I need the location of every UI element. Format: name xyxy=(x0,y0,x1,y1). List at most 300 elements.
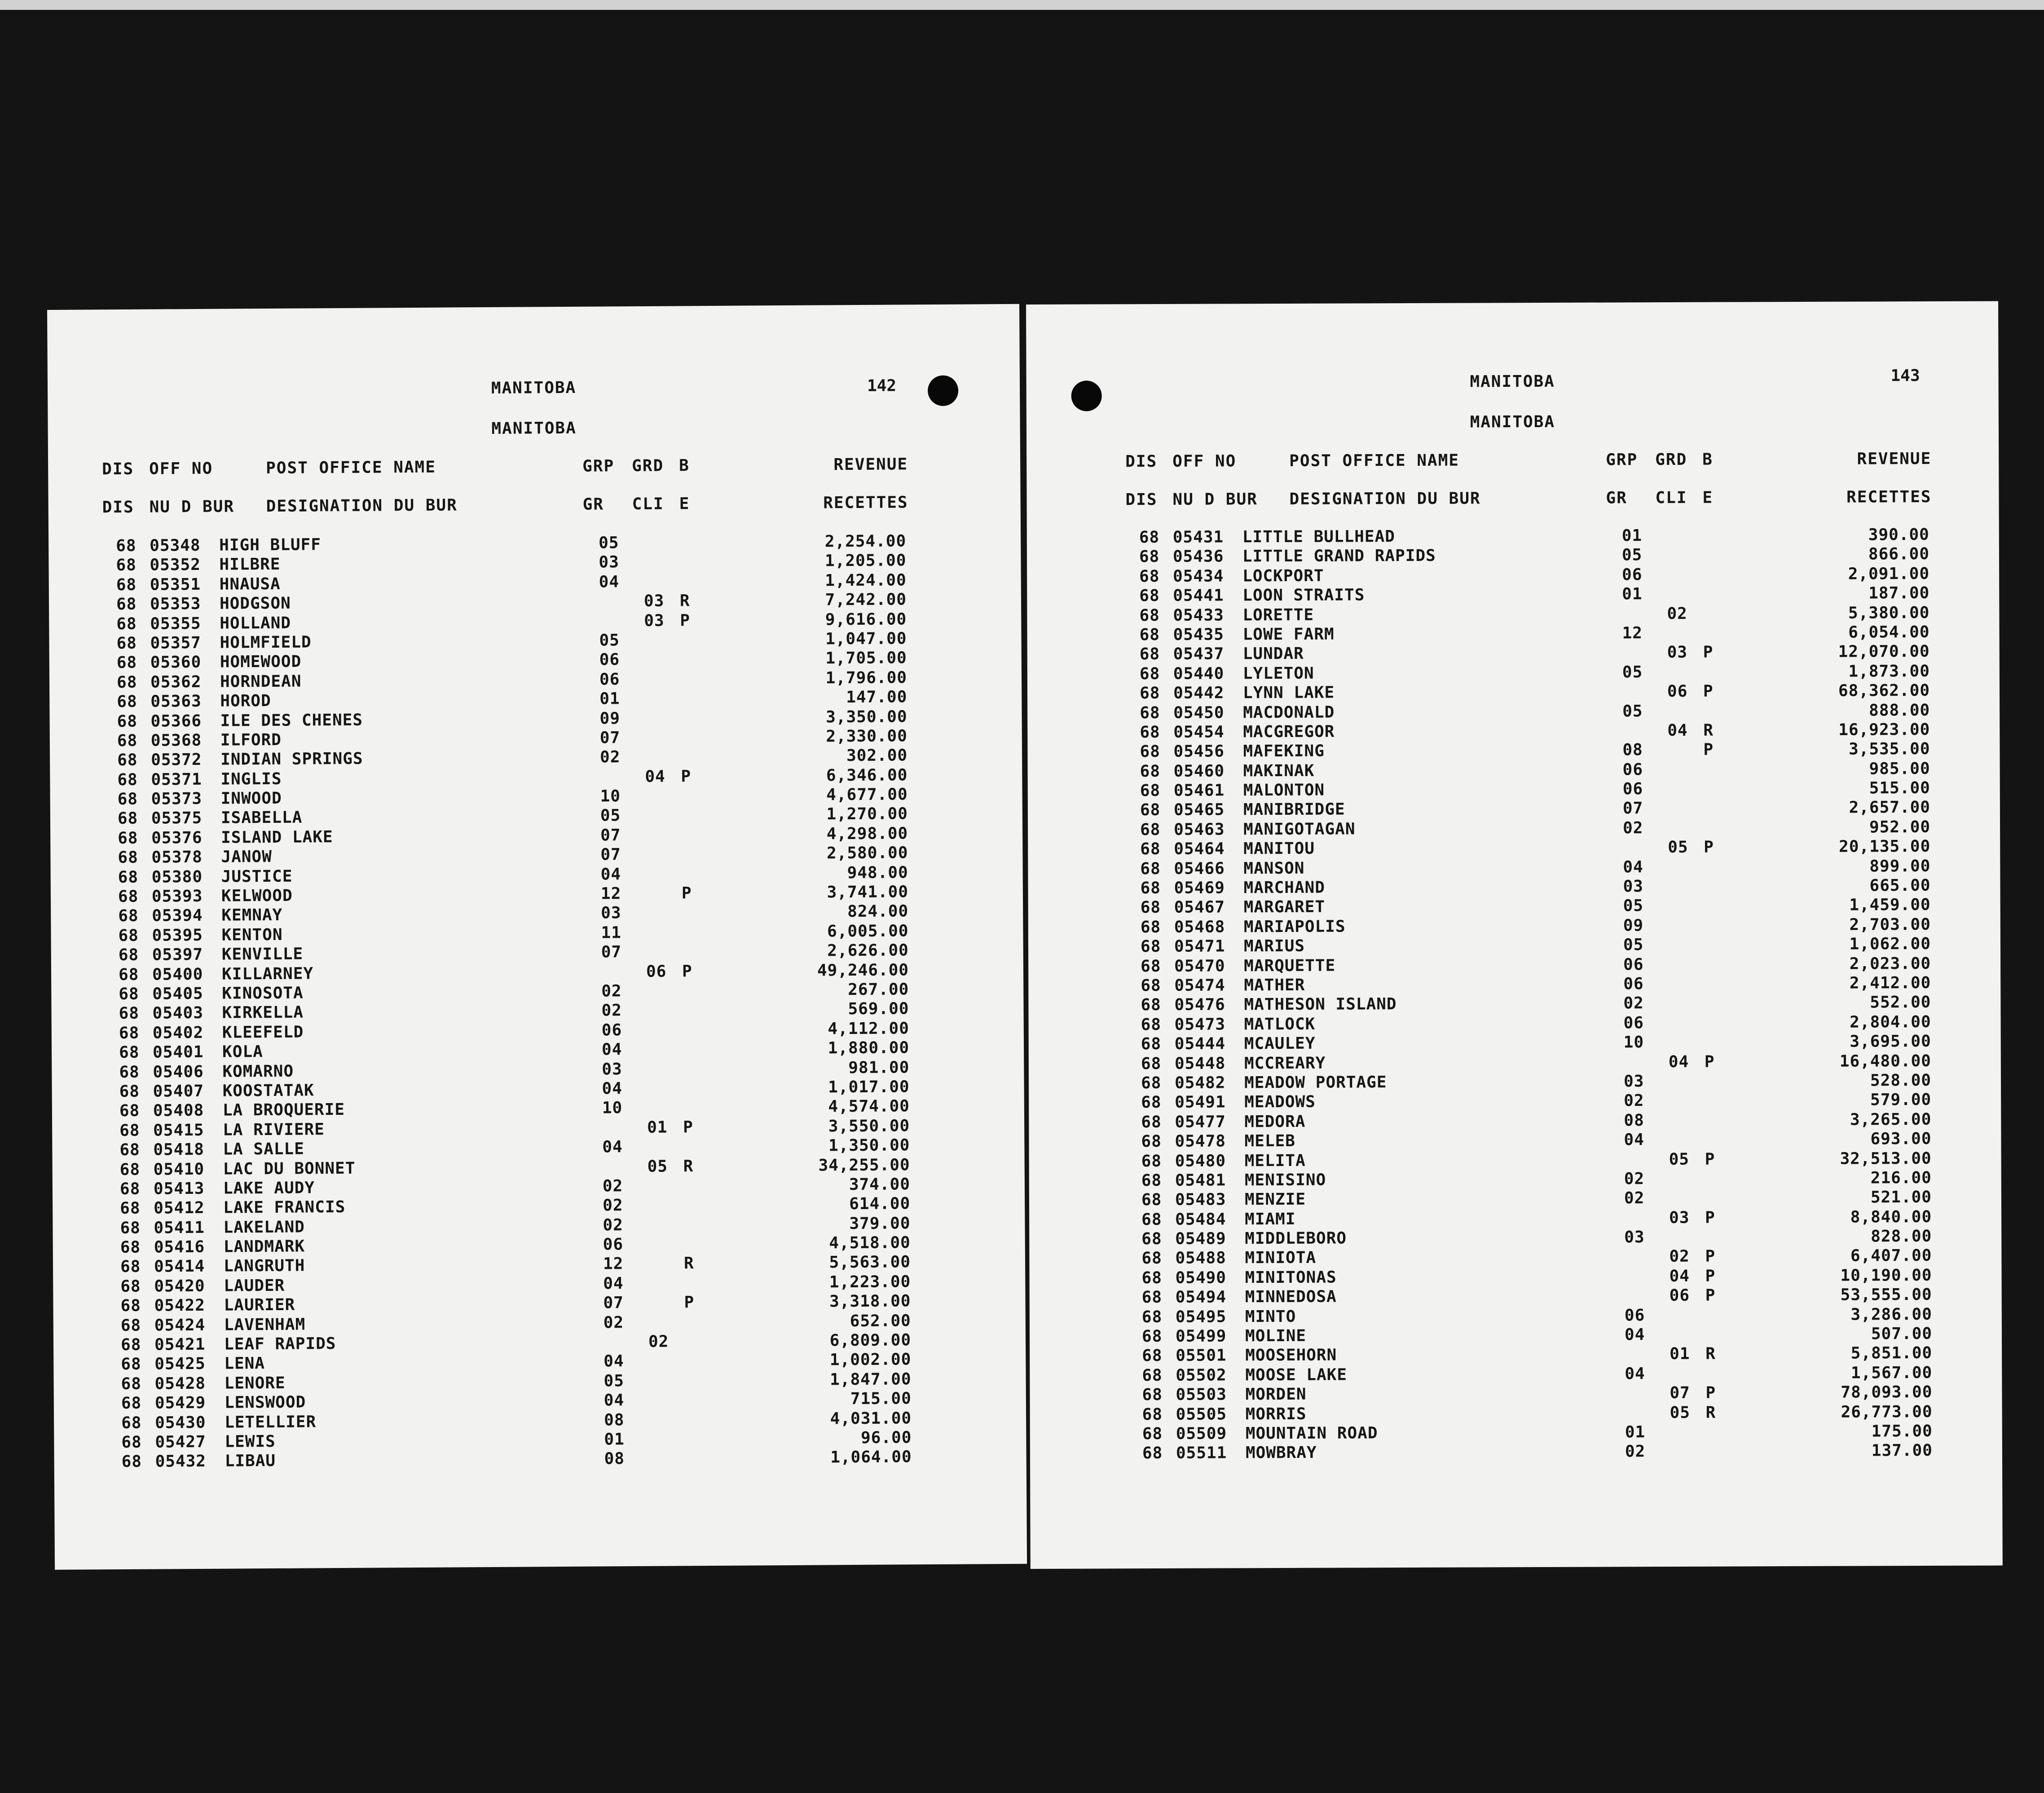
revenue-cell: 866.00 xyxy=(1868,545,1930,564)
office-name-cell: LAUDER xyxy=(224,1276,285,1295)
office-number-cell: 05371 xyxy=(151,770,202,789)
province-subtitle: MANITOBA xyxy=(1470,412,1555,432)
header-off-no: NU D BUR xyxy=(149,497,235,517)
office-number-cell: 05509 xyxy=(1176,1424,1227,1443)
group-cell: 05 xyxy=(1622,702,1643,720)
office-number-cell: 05460 xyxy=(1173,762,1225,781)
b-code-cell: P xyxy=(1704,838,1714,857)
revenue-cell: 2,330.00 xyxy=(826,727,907,746)
table-row xyxy=(1029,1207,2001,1230)
header-grd: GRD xyxy=(632,456,664,476)
district-cell: 68 xyxy=(117,712,138,731)
group-cell: 07 xyxy=(600,845,621,864)
revenue-cell: 49,246.00 xyxy=(817,960,909,980)
district-cell: 68 xyxy=(119,1140,140,1160)
office-number-cell: 05402 xyxy=(152,1023,204,1042)
district-cell: 68 xyxy=(1142,1405,1163,1424)
revenue-cell: 1,205.00 xyxy=(824,551,907,570)
table-row xyxy=(1028,778,2000,801)
revenue-cell: 267.00 xyxy=(848,980,909,999)
province-title: MANITOBA xyxy=(1470,372,1555,391)
office-name-cell: LENA xyxy=(224,1354,265,1373)
office-name-cell: KENTON xyxy=(221,925,283,945)
group-cell: 04 xyxy=(604,1352,624,1371)
table-row xyxy=(1030,1304,2002,1327)
group-cell: 02 xyxy=(603,1215,623,1235)
office-number-cell: 05499 xyxy=(1175,1327,1227,1346)
header-revenue: REVENUE xyxy=(833,455,908,474)
b-code-cell: P xyxy=(1703,682,1714,701)
table-row xyxy=(1028,856,2000,879)
b-code-cell: P xyxy=(680,611,691,630)
table-row xyxy=(1028,914,2000,937)
b-code-cell: P xyxy=(1703,740,1714,760)
office-number-cell: 05454 xyxy=(1173,723,1225,742)
revenue-cell: 715.00 xyxy=(850,1389,912,1409)
district-cell: 68 xyxy=(120,1258,141,1276)
district-cell: 68 xyxy=(1139,567,1160,586)
office-name-cell: LA BROQUERIE xyxy=(222,1100,345,1120)
revenue-cell: 528.00 xyxy=(1870,1071,1932,1090)
office-name-cell: INWOOD xyxy=(220,789,282,808)
group-cell: 04 xyxy=(1623,857,1643,877)
district-cell: 68 xyxy=(1140,859,1161,878)
b-code-cell: P xyxy=(681,767,692,786)
district-cell: 68 xyxy=(1142,1347,1163,1365)
office-name-cell: LENSWOOD xyxy=(224,1393,306,1412)
office-number-cell: 05395 xyxy=(152,926,203,945)
office-number-cell: 05471 xyxy=(1174,937,1225,956)
group-cell: 02 xyxy=(603,1196,623,1215)
district-cell: 68 xyxy=(1141,1230,1162,1249)
group-cell: 06 xyxy=(1623,955,1644,974)
revenue-cell: 9,616.00 xyxy=(825,609,907,629)
group-cell: 02 xyxy=(1624,1091,1644,1110)
district-cell: 68 xyxy=(1141,996,1161,1015)
group-cell: 03 xyxy=(601,904,621,923)
revenue-cell: 652.00 xyxy=(850,1311,911,1330)
district-cell: 68 xyxy=(119,1024,140,1042)
revenue-cell: 3,550.00 xyxy=(828,1117,910,1136)
group-cell: 02 xyxy=(1624,1189,1645,1208)
district-cell: 68 xyxy=(116,634,137,653)
b-code-cell: R xyxy=(683,1254,694,1273)
header-off-no: OFF NO xyxy=(1172,452,1237,471)
office-name-cell: MORDEN xyxy=(1245,1385,1307,1404)
revenue-cell: 20,135.00 xyxy=(1839,837,1931,856)
office-name-cell: HILBRE xyxy=(219,555,281,574)
office-name-cell: MOWBRAY xyxy=(1245,1444,1317,1462)
office-name-cell: MAKINAK xyxy=(1243,761,1315,781)
group-cell: 05 xyxy=(1623,936,1644,954)
b-code-cell: P xyxy=(1705,1208,1715,1227)
header-grp: GR xyxy=(582,495,604,514)
office-number-cell: 05415 xyxy=(153,1121,204,1140)
grade-cell: 06 xyxy=(646,962,667,981)
office-name-cell: KLEEFELD xyxy=(222,1023,304,1042)
office-number-cell: 05450 xyxy=(1173,703,1225,722)
revenue-cell: 8,840.00 xyxy=(1850,1207,1932,1227)
office-number-cell: 05414 xyxy=(154,1257,205,1276)
district-cell: 68 xyxy=(119,1063,140,1082)
grade-cell: 04 xyxy=(645,767,665,786)
office-name-cell: HODGSON xyxy=(219,594,291,613)
district-cell: 68 xyxy=(1141,1191,1162,1210)
district-cell: 68 xyxy=(116,575,137,594)
group-cell: 10 xyxy=(1623,1033,1644,1052)
office-name-cell: MARCHAND xyxy=(1243,878,1325,897)
grade-cell: 05 xyxy=(1668,838,1688,857)
revenue-cell: 32,513.00 xyxy=(1840,1149,1932,1168)
grade-cell: 05 xyxy=(1670,1403,1691,1422)
office-name-cell: LOON STRAITS xyxy=(1242,586,1365,605)
office-number-cell: 05416 xyxy=(154,1237,205,1257)
group-cell: 07 xyxy=(601,943,622,962)
revenue-cell: 2,580.00 xyxy=(826,844,908,863)
office-name-cell: LANGRUTH xyxy=(223,1256,305,1276)
table-row xyxy=(1027,739,2000,762)
district-cell: 68 xyxy=(1141,957,1161,976)
office-number-cell: 05505 xyxy=(1176,1405,1227,1424)
office-name-cell: LAKE AUDY xyxy=(223,1179,315,1198)
header-name: DESIGNATION DU BUR xyxy=(1289,489,1481,508)
group-cell: 03 xyxy=(602,1060,622,1079)
district-cell: 68 xyxy=(1141,976,1161,995)
table-row xyxy=(1030,1343,2002,1366)
revenue-cell: 828.00 xyxy=(1871,1227,1932,1246)
office-number-cell: 05469 xyxy=(1174,879,1225,897)
district-cell: 68 xyxy=(1141,1210,1162,1229)
revenue-cell: 981.00 xyxy=(848,1058,910,1077)
table-row xyxy=(1028,875,2000,898)
office-name-cell: MINIOTA xyxy=(1245,1249,1317,1267)
revenue-cell: 4,031.00 xyxy=(830,1409,912,1428)
header-grp: GRP xyxy=(1606,450,1638,469)
office-name-cell: MINNEDOSA xyxy=(1245,1287,1337,1307)
office-name-cell: MANIBRIDGE xyxy=(1243,800,1345,819)
revenue-cell: 16,480.00 xyxy=(1839,1051,1931,1071)
group-cell: 05 xyxy=(600,806,621,825)
office-name-cell: HOMEWOOD xyxy=(220,652,302,672)
district-cell: 68 xyxy=(1139,625,1160,645)
table-row xyxy=(1030,1421,2002,1444)
table-row xyxy=(1028,934,2000,957)
group-cell: 02 xyxy=(1625,1442,1646,1461)
office-number-cell: 05467 xyxy=(1174,898,1225,917)
revenue-cell: 824.00 xyxy=(847,902,909,921)
group-cell: 06 xyxy=(1622,760,1643,779)
group-cell: 06 xyxy=(603,1235,624,1254)
table-row xyxy=(1027,525,1999,548)
district-cell: 68 xyxy=(119,1102,140,1121)
revenue-cell: 1,873.00 xyxy=(1848,662,1930,681)
office-name-cell: LITTLE GRAND RAPIDS xyxy=(1242,547,1436,566)
office-number-cell: 05429 xyxy=(154,1394,206,1413)
office-name-cell: MEADOW PORTAGE xyxy=(1244,1073,1387,1092)
group-cell: 07 xyxy=(600,826,621,845)
revenue-cell: 1,270.00 xyxy=(826,804,908,824)
revenue-cell: 888.00 xyxy=(1869,701,1930,720)
office-number-cell: 05375 xyxy=(151,809,203,828)
office-name-cell: LYNN LAKE xyxy=(1242,683,1335,702)
grade-cell: 02 xyxy=(648,1332,669,1351)
group-cell: 04 xyxy=(1625,1364,1645,1383)
office-table xyxy=(48,531,1026,1472)
district-cell: 68 xyxy=(1141,1132,1162,1151)
header-dis: DIS xyxy=(1125,490,1158,509)
office-number-cell: 05464 xyxy=(1174,839,1225,859)
revenue-cell: 1,847.00 xyxy=(830,1370,912,1389)
group-cell: 09 xyxy=(599,709,621,728)
revenue-cell: 2,804.00 xyxy=(1850,1012,1931,1032)
office-name-cell: MARGARET xyxy=(1243,898,1326,917)
office-name-cell: LITTLE BULLHEAD xyxy=(1242,527,1395,547)
grade-cell: 05 xyxy=(647,1157,668,1176)
office-name-cell: KEMNAY xyxy=(221,906,283,925)
office-name-cell: LUNDAR xyxy=(1242,645,1304,663)
district-cell: 68 xyxy=(1141,1035,1162,1054)
revenue-cell: 4,112.00 xyxy=(828,1019,909,1038)
table-row xyxy=(1029,1246,2001,1269)
office-name-cell: MCAULEY xyxy=(1244,1034,1316,1053)
district-cell: 68 xyxy=(1140,723,1160,742)
office-number-cell: 05431 xyxy=(1172,528,1224,547)
office-number-cell: 05372 xyxy=(151,751,202,769)
district-cell: 68 xyxy=(1141,1113,1162,1131)
revenue-cell: 1,567.00 xyxy=(1850,1363,1933,1382)
table-row xyxy=(1029,1129,2001,1152)
office-number-cell: 05470 xyxy=(1174,957,1225,976)
district-cell: 68 xyxy=(1141,1152,1162,1170)
office-name-cell: LAKELAND xyxy=(223,1218,305,1237)
revenue-cell: 3,741.00 xyxy=(827,883,909,902)
group-cell: 02 xyxy=(603,1313,624,1332)
grade-cell: 03 xyxy=(1669,1208,1690,1227)
group-cell: 11 xyxy=(601,923,621,942)
office-name-cell: MOLINE xyxy=(1245,1326,1307,1346)
district-cell: 68 xyxy=(117,731,138,750)
header-revenue: REVENUE xyxy=(1857,449,1932,468)
office-name-cell: LYLETON xyxy=(1242,664,1314,683)
revenue-cell: 4,298.00 xyxy=(826,824,908,844)
header-b: B xyxy=(1702,450,1713,469)
revenue-cell: 7,242.00 xyxy=(825,590,907,609)
office-name-cell: KILLARNEY xyxy=(221,964,314,984)
office-number-cell: 05412 xyxy=(154,1199,205,1218)
group-cell: 04 xyxy=(1624,1325,1645,1344)
group-cell: 05 xyxy=(599,631,620,650)
office-name-cell: KELWOOD xyxy=(221,886,293,905)
office-number-cell: 05421 xyxy=(154,1335,206,1354)
revenue-cell: 6,346.00 xyxy=(826,766,908,785)
office-name-cell: MIAMI xyxy=(1245,1210,1296,1228)
office-name-cell: MARQUETTE xyxy=(1244,956,1336,975)
group-cell: 03 xyxy=(1624,1228,1645,1247)
office-number-cell: 05494 xyxy=(1175,1288,1227,1307)
group-cell: 10 xyxy=(600,787,621,806)
office-number-cell: 05418 xyxy=(153,1140,204,1159)
office-number-cell: 05351 xyxy=(150,575,201,594)
office-number-cell: 05468 xyxy=(1174,918,1225,936)
office-name-cell: HOLLAND xyxy=(220,614,291,633)
table-row xyxy=(1027,583,1999,606)
revenue-cell: 579.00 xyxy=(1870,1091,1932,1109)
group-cell: 10 xyxy=(602,1099,623,1117)
group-cell: 09 xyxy=(1623,916,1644,935)
office-number-cell: 05366 xyxy=(150,711,202,731)
office-name-cell: LOCKPORT xyxy=(1242,566,1324,586)
office-name-cell: ILFORD xyxy=(220,730,282,750)
office-number-cell: 05362 xyxy=(150,672,202,692)
office-name-cell: HOROD xyxy=(220,692,271,711)
revenue-cell: 6,407.00 xyxy=(1850,1246,1932,1266)
revenue-cell: 552.00 xyxy=(1870,993,1931,1012)
header-b: B xyxy=(679,456,690,475)
district-cell: 68 xyxy=(116,536,137,556)
revenue-cell: 5,380.00 xyxy=(1848,603,1930,623)
grade-cell: 02 xyxy=(1667,604,1687,623)
office-number-cell: 05480 xyxy=(1175,1151,1226,1170)
revenue-cell: 137.00 xyxy=(1871,1441,1933,1460)
b-code-cell: P xyxy=(1705,1286,1716,1305)
office-name-cell: INGLIS xyxy=(220,769,282,789)
revenue-cell: 302.00 xyxy=(846,746,908,765)
group-cell: 06 xyxy=(1624,1306,1645,1325)
revenue-cell: 2,023.00 xyxy=(1849,954,1931,973)
district-cell: 68 xyxy=(1142,1366,1163,1385)
district-cell: 68 xyxy=(117,770,138,789)
office-name-cell: MANITOU xyxy=(1243,839,1315,858)
office-name-cell: KOMARNO xyxy=(222,1062,294,1081)
office-number-cell: 05357 xyxy=(150,633,202,653)
grade-cell: 04 xyxy=(1667,721,1688,740)
office-number-cell: 05456 xyxy=(1173,742,1225,761)
group-cell: 06 xyxy=(1623,1013,1644,1033)
revenue-cell: 78,093.00 xyxy=(1841,1383,1933,1402)
group-cell: 02 xyxy=(601,982,622,1001)
office-number-cell: 05440 xyxy=(1173,664,1225,683)
office-name-cell: KENVILLE xyxy=(221,945,304,964)
group-cell: 01 xyxy=(1625,1423,1646,1442)
district-cell: 68 xyxy=(1141,1015,1162,1034)
group-cell: 01 xyxy=(599,689,620,708)
revenue-cell: 1,459.00 xyxy=(1849,896,1931,915)
office-name-cell: MCCREARY xyxy=(1244,1054,1326,1073)
office-name-cell: KOOSTATAK xyxy=(222,1081,314,1100)
office-number-cell: 05348 xyxy=(150,536,201,555)
office-name-cell: JANOW xyxy=(221,848,272,866)
header-name: POST OFFICE NAME xyxy=(1289,451,1460,470)
revenue-cell: 374.00 xyxy=(849,1175,911,1194)
office-name-cell: LOWE FARM xyxy=(1242,625,1335,644)
district-cell: 68 xyxy=(116,673,137,692)
revenue-cell: 1,705.00 xyxy=(825,649,907,668)
table-row xyxy=(1028,973,2000,996)
b-code-cell: R xyxy=(1705,1345,1716,1364)
office-number-cell: 05425 xyxy=(154,1355,206,1373)
office-number-cell: 05407 xyxy=(153,1082,204,1101)
header-dis: DIS xyxy=(102,498,134,517)
grade-cell: 07 xyxy=(1670,1384,1690,1403)
revenue-cell: 187.00 xyxy=(1868,584,1930,603)
table-row xyxy=(1029,1188,2001,1210)
district-cell: 68 xyxy=(119,1179,141,1198)
office-name-cell: HIGH BLUFF xyxy=(219,535,322,555)
office-number-cell: 05397 xyxy=(152,945,203,964)
b-code-cell: R xyxy=(1705,1403,1716,1422)
office-number-cell: 05378 xyxy=(151,848,203,867)
office-number-cell: 05482 xyxy=(1174,1073,1226,1092)
table-row xyxy=(1027,622,1999,645)
district-cell: 68 xyxy=(121,1453,142,1471)
district-cell: 68 xyxy=(1140,879,1161,898)
district-cell: 68 xyxy=(121,1394,142,1413)
district-cell: 68 xyxy=(1139,528,1160,547)
revenue-cell: 6,054.00 xyxy=(1848,623,1930,642)
revenue-cell: 10,190.00 xyxy=(1840,1266,1932,1285)
office-name-cell: MELEB xyxy=(1244,1132,1295,1151)
group-cell: 05 xyxy=(1623,896,1644,915)
district-cell: 68 xyxy=(118,829,138,848)
district-cell: 68 xyxy=(1139,587,1160,605)
revenue-cell: 5,851.00 xyxy=(1850,1344,1933,1363)
table-row xyxy=(1028,895,2000,918)
revenue-cell: 569.00 xyxy=(848,999,909,1019)
b-code-cell: P xyxy=(1705,1383,1716,1402)
office-name-cell: JUSTICE xyxy=(221,867,293,886)
header-revenue: RECETTES xyxy=(823,493,908,512)
district-cell: 68 xyxy=(119,1160,141,1179)
office-number-cell: 05394 xyxy=(152,906,203,926)
district-cell: 68 xyxy=(1142,1424,1163,1444)
revenue-cell: 6,005.00 xyxy=(827,922,909,941)
district-cell: 68 xyxy=(117,790,138,809)
office-number-cell: 05433 xyxy=(1173,606,1224,625)
office-name-cell: ISABELLA xyxy=(220,808,303,828)
office-name-cell: MORRIS xyxy=(1245,1404,1307,1423)
revenue-cell: 4,677.00 xyxy=(826,785,908,804)
grade-cell: 01 xyxy=(1670,1345,1690,1364)
group-cell: 04 xyxy=(602,1138,623,1157)
office-name-cell: MATLOCK xyxy=(1244,1015,1316,1034)
office-number-cell: 05489 xyxy=(1175,1229,1226,1248)
table-row xyxy=(1030,1441,2002,1464)
group-cell: 05 xyxy=(604,1371,625,1391)
office-name-cell: ISLAND LAKE xyxy=(221,827,333,847)
district-cell: 68 xyxy=(1141,1054,1162,1073)
header-dis: DIS xyxy=(102,459,134,479)
office-number-cell: 05465 xyxy=(1173,800,1225,820)
office-name-cell: LORETTE xyxy=(1242,605,1314,624)
group-cell: 04 xyxy=(603,1274,624,1293)
group-cell: 05 xyxy=(599,534,619,552)
group-cell: 03 xyxy=(1623,1072,1644,1091)
office-number-cell: 05403 xyxy=(152,1004,204,1023)
office-name-cell: INDIAN SPRINGS xyxy=(220,750,363,769)
revenue-cell: 693.00 xyxy=(1870,1130,1932,1148)
office-number-cell: 05432 xyxy=(155,1452,207,1471)
grade-cell: 06 xyxy=(1669,1286,1690,1305)
revenue-cell: 1,880.00 xyxy=(828,1038,910,1058)
revenue-cell: 1,350.00 xyxy=(828,1136,910,1155)
revenue-cell: 2,703.00 xyxy=(1849,915,1931,934)
district-cell: 68 xyxy=(119,1004,140,1023)
header-grd: CLI xyxy=(632,495,664,514)
province-title: MANITOBA xyxy=(491,378,577,397)
group-cell: 08 xyxy=(1624,1111,1644,1130)
revenue-cell: 3,535.00 xyxy=(1849,740,1930,759)
revenue-cell: 1,223.00 xyxy=(829,1272,911,1292)
